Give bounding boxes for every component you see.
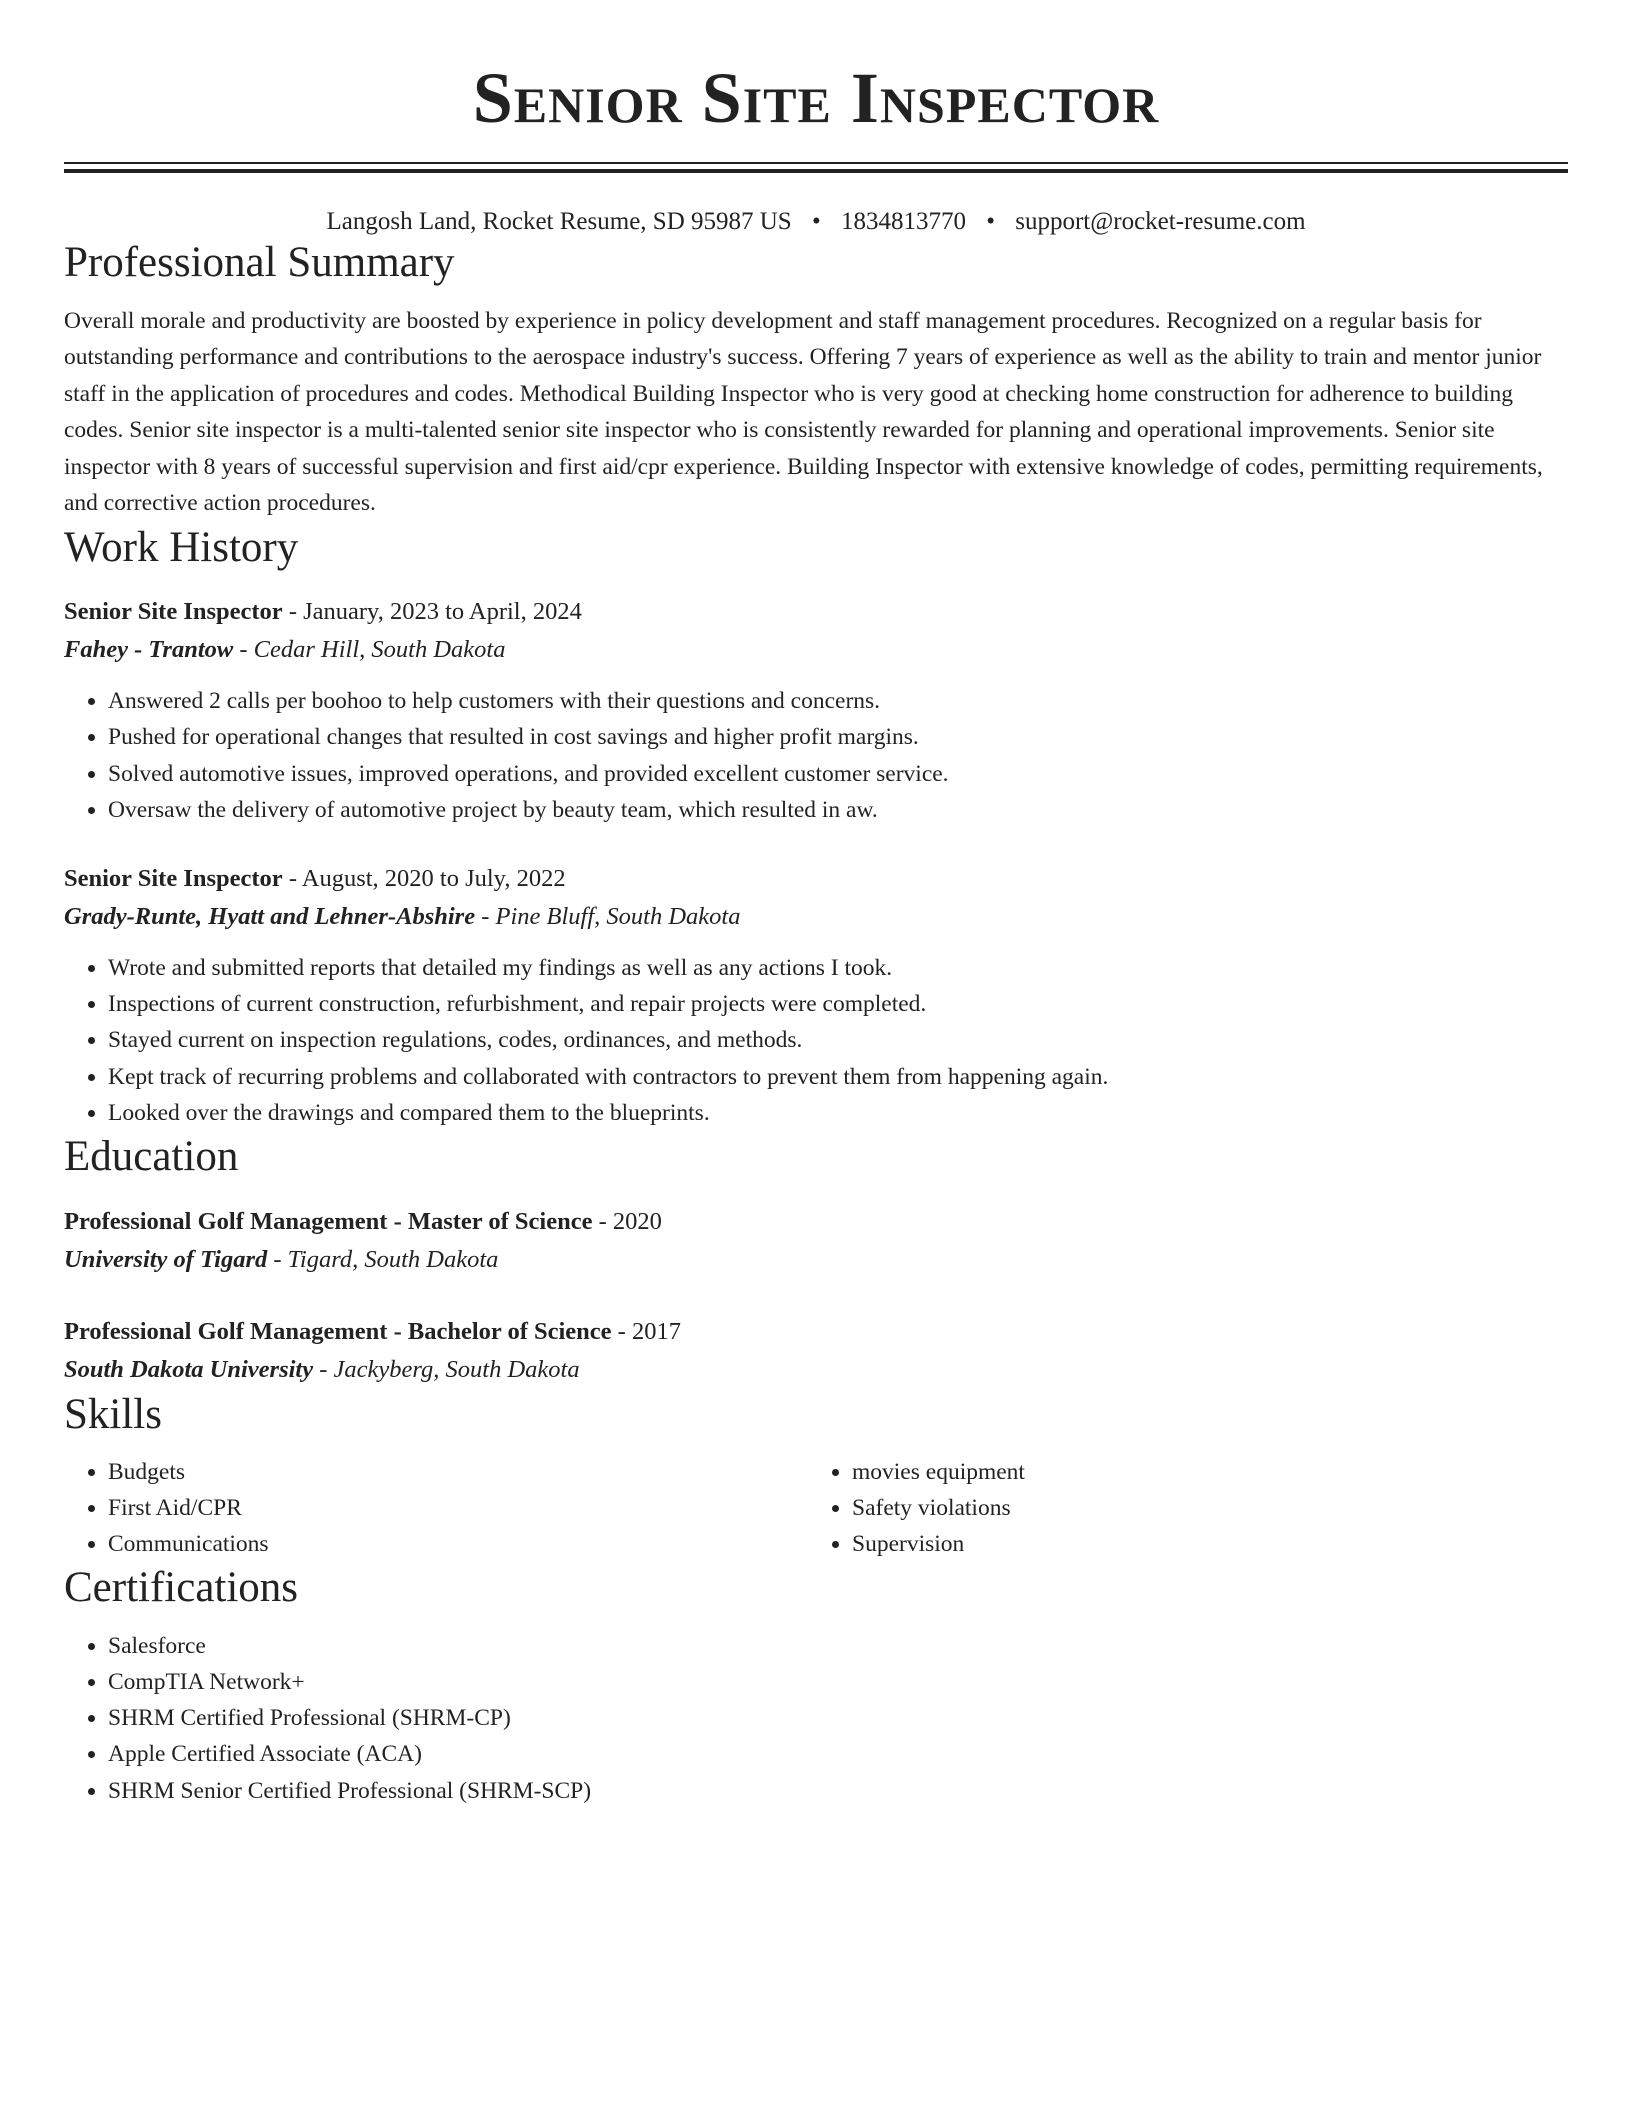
education-degree-line xyxy=(64,1203,1568,1241)
education-year: - 2020 xyxy=(592,1207,662,1235)
certification-item: • SHRM Certified Professional (SHRM-CP) xyxy=(108,1700,1568,1736)
skill-item: • Supervision xyxy=(852,1526,1552,1562)
job-bullet: • Solved automotive issues, improved operations, and provided excellent customer service. xyxy=(108,756,1568,792)
job-location: - Pine Bluff, South Dakota xyxy=(475,903,741,930)
job-title: Senior Site Inspector xyxy=(64,598,283,626)
education-degree: Professional Golf Management - Master of Science xyxy=(64,1207,593,1235)
job-company-line xyxy=(64,631,1568,669)
job-title-line xyxy=(64,593,1568,631)
job-company: Fahey - Trantow xyxy=(64,636,234,664)
certifications-list xyxy=(64,1628,1568,1809)
education-heading: Education xyxy=(64,1133,239,1181)
contact-address: Langosh Land, Rocket Resume, SD 95987 US xyxy=(326,208,792,235)
education-school: University of Tigard xyxy=(64,1245,268,1273)
education-location: - Jackyberg, South Dakota xyxy=(313,1355,580,1383)
skill-item: • Safety violations xyxy=(852,1490,1552,1526)
education-school-line xyxy=(64,1351,1568,1389)
job-dates: - January, 2023 to April, 2024 xyxy=(282,598,582,626)
job-entry xyxy=(64,860,1568,1131)
certification-item: • CompTIA Network+ xyxy=(108,1664,1568,1700)
skills-grid xyxy=(64,1454,1568,1562)
certification-item: • Salesforce xyxy=(108,1628,1568,1664)
job-bullet: • Wrote and submitted reports that detailed my findings as well as any actions I took. xyxy=(108,950,1568,986)
skill-item: • First Aid/CPR xyxy=(108,1490,808,1526)
contact-separator: • xyxy=(986,208,995,235)
skill-item: • Communications xyxy=(108,1526,808,1562)
job-bullet: • Kept track of recurring problems and collaborated with contractors to prevent them from happening again. xyxy=(108,1059,1568,1095)
education-degree: Professional Golf Management - Bachelor of Science xyxy=(64,1317,612,1345)
skills-heading: Skills xyxy=(64,1390,162,1438)
skills-column-right xyxy=(808,1454,1552,1562)
job-entry xyxy=(64,593,1568,828)
education-school-line xyxy=(64,1241,1568,1279)
skill-item: • movies equipment xyxy=(852,1454,1552,1490)
contact-separator: • xyxy=(811,208,821,235)
education-entry xyxy=(64,1203,1568,1279)
certification-item: • Apple Certified Associate (ACA) xyxy=(108,1736,1568,1772)
job-dates: - August, 2020 to July, 2022 xyxy=(282,865,566,892)
job-bullet: • Oversaw the delivery of automotive project by beauty team, which resulted in aw. xyxy=(108,792,1568,828)
job-bullet: • Answered 2 calls per boohoo to help customers with their questions and concerns. xyxy=(108,683,1568,719)
header-rule-thin xyxy=(64,162,1568,164)
job-title: Senior Site Inspector xyxy=(64,865,283,892)
skill-item: • Budgets xyxy=(108,1454,808,1490)
certification-item: • SHRM Senior Certified Professional (SHRM-SCP) xyxy=(108,1773,1568,1809)
job-bullet: • Inspections of current construction, refurbishment, and repair projects were completed. xyxy=(108,986,1568,1022)
education-entry xyxy=(64,1313,1568,1389)
education-degree-line xyxy=(64,1313,1568,1351)
job-bullet: • Stayed current on inspection regulations, codes, ordinances, and methods. xyxy=(108,1022,1568,1058)
work-history-heading: Work History xyxy=(64,523,299,571)
contact-email: support@rocket-resume.com xyxy=(1015,208,1306,235)
contact-phone: 1834813770 xyxy=(840,208,966,235)
job-location: - Cedar Hill, South Dakota xyxy=(233,636,506,664)
summary-text: Overall morale and productivity are boosted by experience in policy development and staff management procedures. Recognized on a regular basis for outstanding performance and contributions to the aerospace industry's success. Offering 7 years of experience as well as the ability to train and mentor junior staff in the application of procedures and codes. Methodical Building Inspector who is very good at checking home construction for adherence to building codes. Senior site inspector is a multi-talented senior site inspector who is consistently rewarded for planning and operational improvements. Senior site inspector with 8 years of successful supervision and first aid/cpr experience. Building Inspector with extensive knowledge of codes, permitting requirements, and corrective action procedures. xyxy=(64,307,1543,517)
job-bullets xyxy=(64,683,1568,828)
job-company-line xyxy=(64,898,1568,936)
skills-column-left xyxy=(64,1454,808,1562)
education-school: South Dakota University xyxy=(64,1355,314,1383)
certifications-heading: Certifications xyxy=(64,1564,299,1612)
header-rule-thick xyxy=(64,169,1568,173)
job-bullets xyxy=(64,950,1568,1131)
job-company: Grady-Runte, Hyatt and Lehner-Abshire xyxy=(64,903,476,930)
contact-line xyxy=(64,207,1568,237)
job-bullet: • Looked over the drawings and compared them to the blueprints. xyxy=(108,1095,1568,1131)
summary-heading: Professional Summary xyxy=(64,239,455,286)
education-location: - Tigard, South Dakota xyxy=(267,1245,499,1273)
education-year: - 2017 xyxy=(611,1317,681,1345)
resume-title: Senior Site Inspector xyxy=(472,58,1160,138)
job-title-line xyxy=(64,860,1568,898)
job-bullet: • Pushed for operational changes that resulted in cost savings and higher profit margins. xyxy=(108,719,1568,755)
